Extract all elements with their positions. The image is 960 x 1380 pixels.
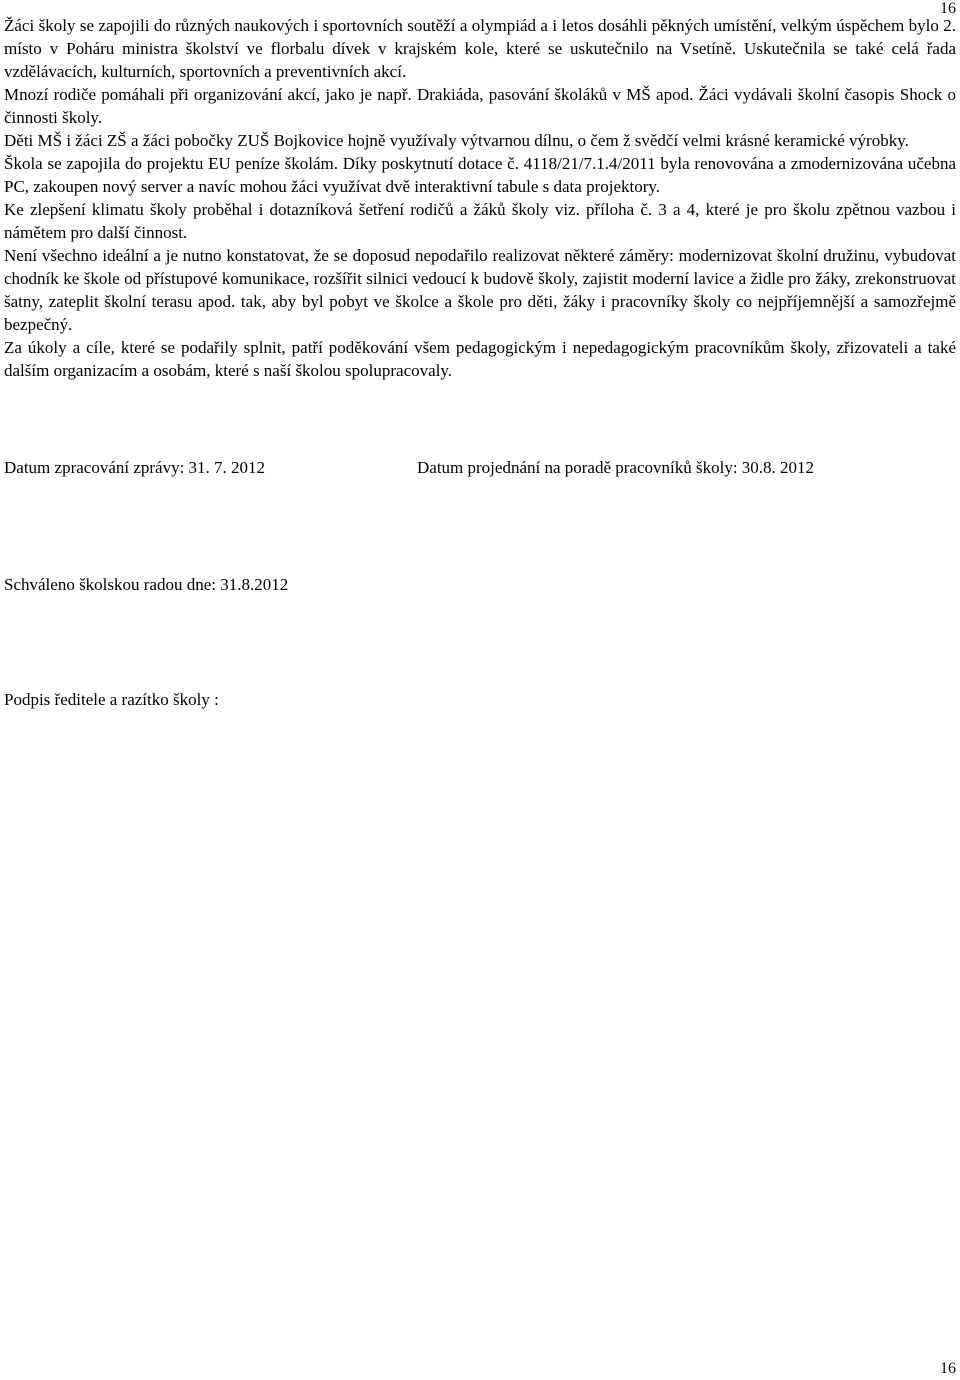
paragraph-climate-survey: Ke zlepšení klimatu školy proběhal i dotazníková šetření rodičů a žáků školy viz. příloha č. 3 a 4, které je pro školu zpětnou vazbou i námětem pro další činnost. — [4, 200, 956, 242]
paragraph-unrealized-goals: Není všechno ideální a je nutno konstatovat, že se doposud nepodařilo realizovat některé záměry: modernizovat školní družinu, vybudovat chodník ke škole od přístupové komunikace, rozšířit silnici vedoucí k budově školy, zajistit moderní lavice a židle pro žáky, zrekonstruovat šatny, zateplit školní terasu apod. tak, aby byl pobyt ve školce a škole pro děti, žáky i pracovníky školy co nejpříjemnější a samozřejmě bezpečný. — [4, 246, 956, 334]
paragraph-thanks: Za úkoly a cíle, které se podařily splnit, patří poděkování všem pedagogickým i nepedagogickým pracovníkům školy, zřizovateli a také dalším organizacím a osobám, které s naší školou spolupracovaly. — [4, 338, 956, 380]
report-body — [4, 14, 956, 382]
approval-line: Schváleno školskou radou dne: 31.8.2012 — [4, 575, 289, 594]
paragraph-art-workshop: Děti MŠ i žáci ZŠ a žáci pobočky ZUŠ Bojkovice hojně využívaly výtvarnou dílnu, o čem ž svědčí velmi krásné keramické výrobky. — [4, 131, 909, 150]
page-number-top: 16 — [940, 0, 956, 17]
date-discussed: Datum projednání na poradě pracovníků školy: 30.8. 2012 — [417, 458, 815, 477]
paragraph-achievements: Žáci školy se zapojili do různých naukových i sportovních soutěží a olympiád a i letos dosáhli pěkných umístění, velkým úspěchem bylo 2. místo v Poháru ministra školství ve florbalu dívek v krajském kole, které se uskutečnilo na Vsetíně. Uskutečnila se také celá řada vzdělávacích, kulturních, sportovních a preventivních akcí. — [4, 16, 956, 81]
signature-line: Podpis ředitele a razítko školy : — [4, 690, 219, 709]
paragraph-eu-project: Škola se zapojila do projektu EU peníze školám. Díky poskytnutí dotace č. 4118/21/7.1.4/2011 byla renovována a zmodernizována učebna PC, zakoupen nový server a navíc mohou žáci využívat dvě interaktivní tabule s data projektory. — [4, 154, 956, 196]
paragraph-parents: Mnozí rodiče pomáhali při organizování akcí, jako je např. Drakiáda, pasování školáků v MŠ apod. Žáci vydávali školní časopis Shock o činnosti školy. — [4, 85, 956, 127]
date-processed: Datum zpracování zprávy: 31. 7. 2012 — [4, 458, 266, 477]
page-number-bottom: 16 — [940, 1360, 956, 1377]
